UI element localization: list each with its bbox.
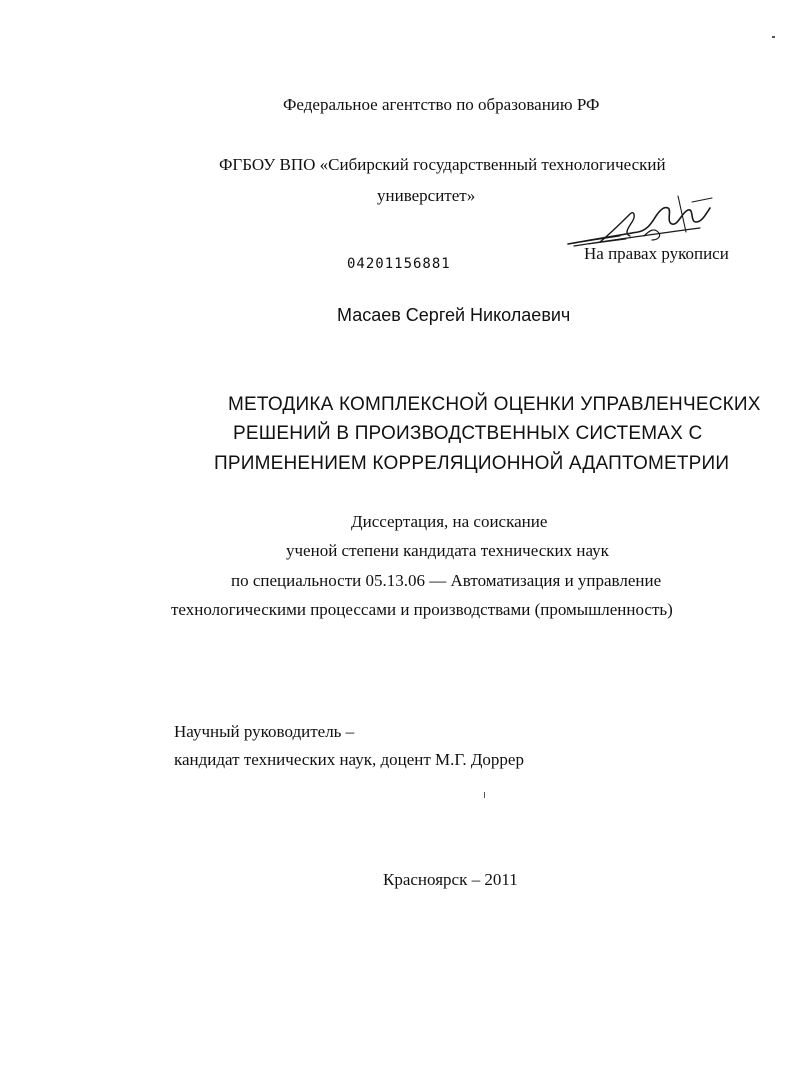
title-line-2: РЕШЕНИЙ В ПРОИЗВОДСТВЕННЫХ СИСТЕМАХ С bbox=[233, 423, 703, 444]
title-line-1: МЕТОДИКА КОМПЛЕКСНОЙ ОЦЕНКИ УПРАВЛЕНЧЕСКИХ bbox=[228, 394, 761, 415]
degree-line-1: Диссертация, на соискание bbox=[351, 512, 548, 531]
city-year: Красноярск – 2011 bbox=[383, 870, 518, 889]
manuscript-note: На правах рукописи bbox=[584, 244, 729, 263]
degree-line-2: ученой степени кандидата технических наук bbox=[286, 541, 609, 560]
university-line-2: университет» bbox=[377, 186, 476, 205]
degree-line-3: по специальности 05.13.06 — Автоматизация и управление bbox=[231, 571, 662, 590]
title-line-3: ПРИМЕНЕНИЕМ КОРРЕЛЯЦИОННОЙ АДАПТОМЕТРИИ bbox=[214, 453, 730, 474]
supervisor-name: кандидат технических наук, доцент М.Г. Доррер bbox=[174, 750, 524, 769]
catalog-number: 04201156881 bbox=[347, 256, 451, 272]
scan-speck bbox=[772, 36, 775, 38]
author-name: Масаев Сергей Николаевич bbox=[337, 305, 571, 325]
degree-line-4: технологическими процессами и производствами (промышленность) bbox=[171, 600, 673, 619]
handwritten-signature bbox=[560, 192, 720, 252]
supervisor-label: Научный руководитель – bbox=[174, 722, 355, 741]
agency-line: Федеральное агентство по образованию РФ bbox=[283, 95, 600, 114]
university-line-1: ФГБОУ ВПО «Сибирский государственный технологический bbox=[219, 155, 666, 174]
scan-speck bbox=[484, 792, 485, 798]
